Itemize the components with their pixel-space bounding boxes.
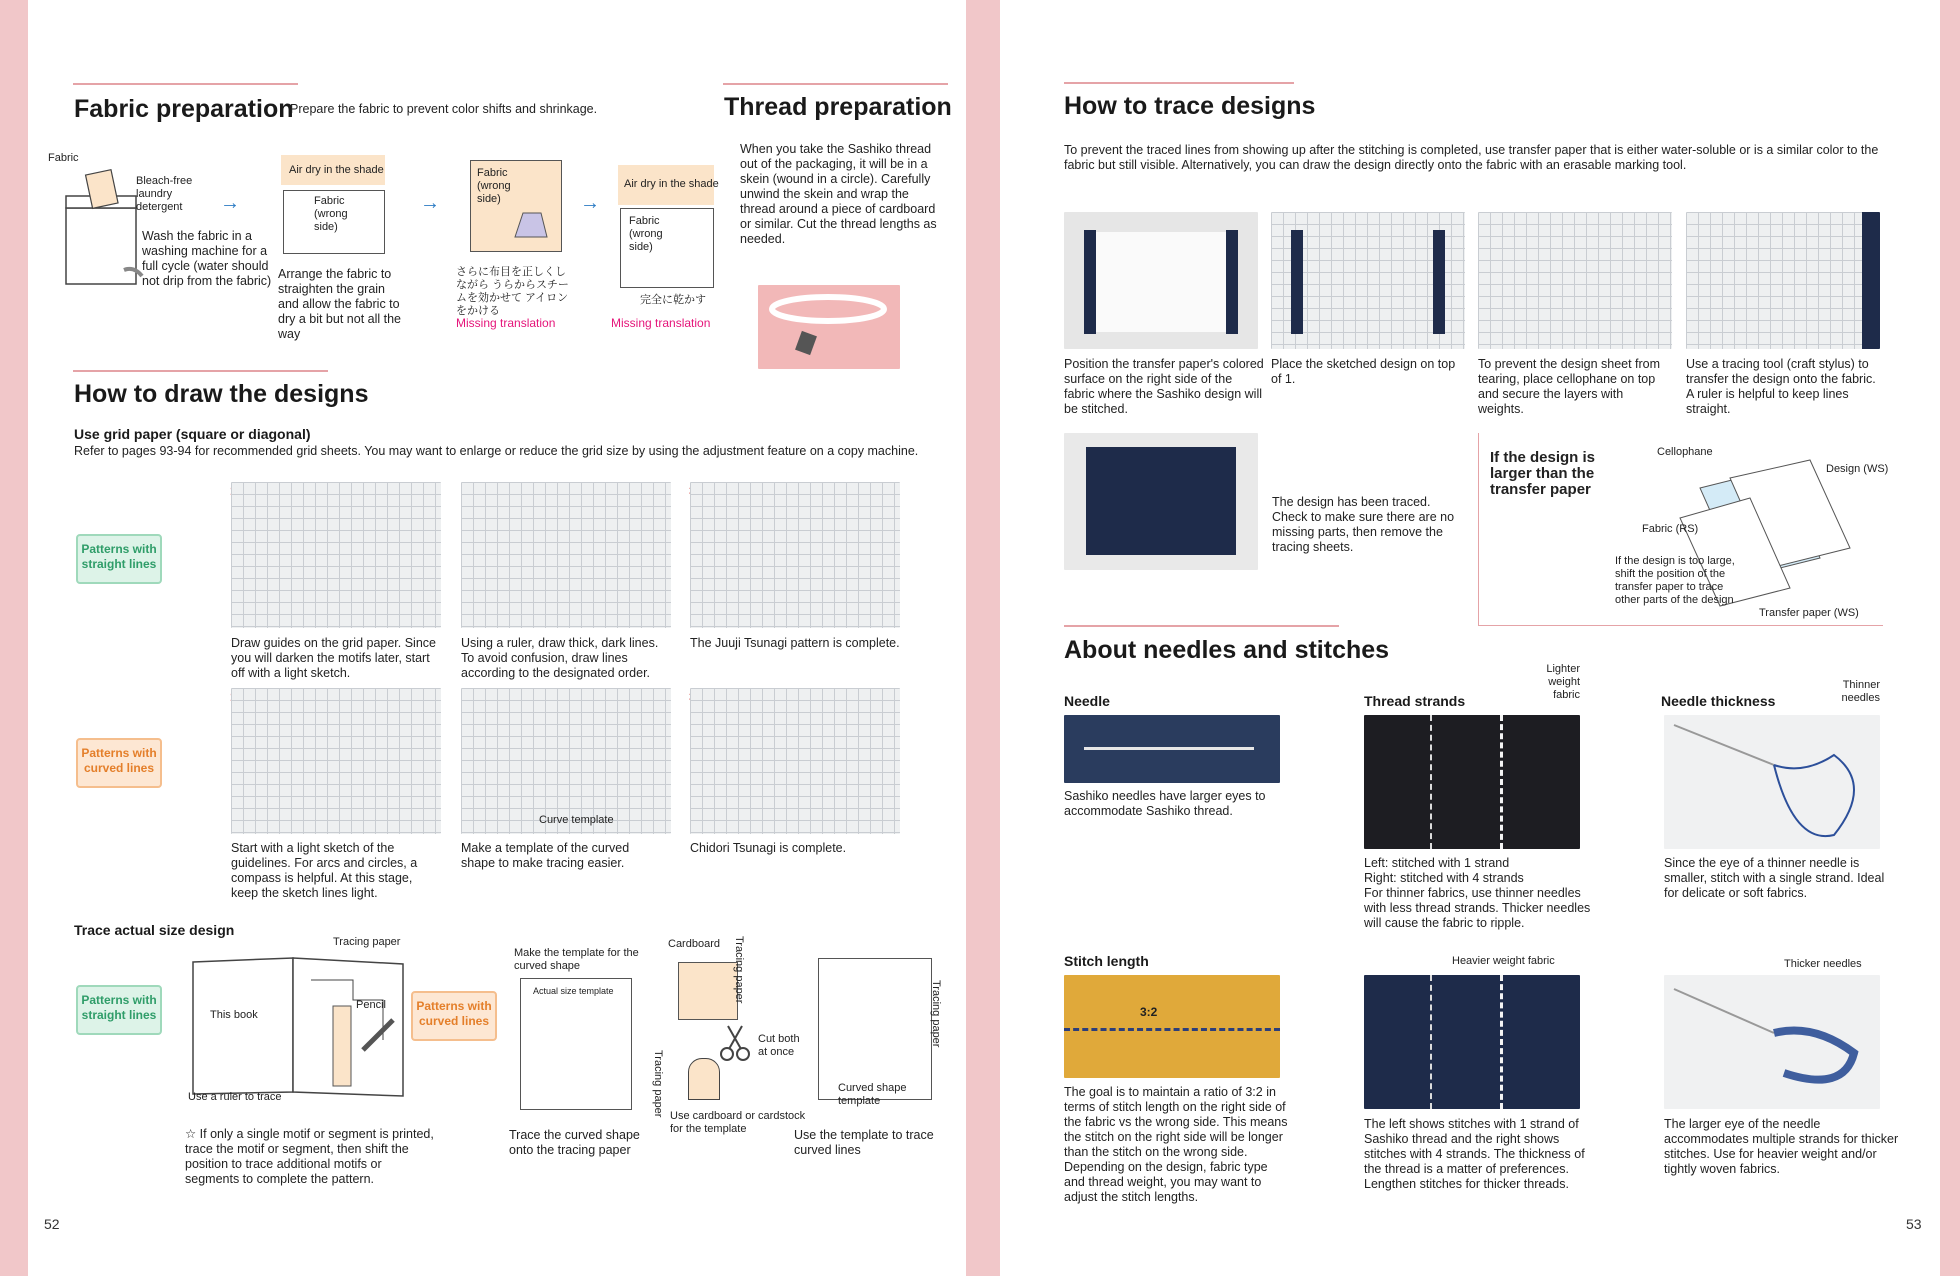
tracing-paper-label: Tracing paper bbox=[733, 936, 745, 1004]
right-page bbox=[1000, 0, 1940, 1276]
straight-step-3-caption: The Juuji Tsunagi pattern is complete. bbox=[690, 636, 900, 650]
scissors-icon bbox=[718, 1022, 752, 1067]
heavier-weight-label: Heavier weight fabric bbox=[1452, 955, 1555, 967]
trace-step-5-caption: The design has been traced. Check to make sure there are no missing parts, then remove the tracing sheets. bbox=[1272, 495, 1455, 554]
fabric-drying-diagram bbox=[283, 190, 385, 254]
thickness-caption: Since the eye of a thinner needle is smaller, stitch with a single strand. Ideal for delicate or soft fabrics. bbox=[1664, 856, 1885, 900]
jp-text-1: さらに布目を正しくしながら うらからスチームを効かせて アイロンをかける bbox=[456, 266, 569, 317]
curved-step-3-caption: Chidori Tsunagi is complete. bbox=[690, 841, 847, 855]
design-ws-label: Design (WS) bbox=[1826, 463, 1889, 475]
badge-straight-lines: Patterns with straight lines bbox=[76, 534, 162, 584]
label-fabric: Fabric bbox=[48, 152, 79, 164]
trace-note: ☆ If only a single motif or segment is printed, trace the motif or segment, then shift the position to trace additional motifs or segments to complete the pattern. bbox=[185, 1127, 434, 1186]
thickness-title: Needle thickness bbox=[1661, 693, 1776, 709]
fabric-step-1: Wash the fabric in a washing machine for a full cycle (water should not drip from the fabric) bbox=[142, 229, 272, 288]
trace-step-4-caption: Use a tracing tool (craft stylus) to transfer the design onto the fabric. A ruler is helpful to keep lines straight. bbox=[1686, 357, 1876, 416]
needle-caption: Sashiko needles have larger eyes to accommodate Sashiko thread. bbox=[1064, 789, 1266, 818]
use-cardboard-label: Use cardboard or cardstock for the template bbox=[670, 1110, 806, 1135]
section-rule bbox=[73, 370, 328, 372]
section-rule bbox=[1064, 625, 1339, 627]
actual-size-template-label: Actual size template bbox=[533, 986, 614, 996]
use-ruler-label: Use a ruler to trace bbox=[188, 1091, 282, 1103]
arrow-right-icon: → bbox=[220, 192, 240, 214]
thread-prep-text: When you take the Sashiko thread out of the packaging, it will be in a skein (wound in a circle). Carefully unwind the skein and wrap the thread around a piece of cardboard or similar. Cut the thread lengths as needed. bbox=[740, 142, 937, 246]
tracing-paper-label: Tracing paper bbox=[652, 1050, 664, 1118]
arrow-right-icon: → bbox=[420, 192, 440, 214]
thicker-needles-label: Thicker needles bbox=[1784, 958, 1862, 970]
label-bleach: Bleach-free laundry detergent bbox=[136, 175, 193, 213]
strands-title: Thread strands bbox=[1364, 693, 1466, 709]
trace-actual-subtitle: Trace actual size design bbox=[74, 922, 235, 938]
air-dry-label: Air dry in the shade bbox=[289, 164, 384, 176]
draw-intro: Refer to pages 93-94 for recommended grid sheets. You may want to enlarge or reduce the grid size by using the adjustment feature on a copy machine. bbox=[74, 444, 919, 458]
template-tracing-diagram bbox=[520, 978, 632, 1110]
heavier-fabric-photo bbox=[1364, 975, 1580, 1109]
needles-title: About needles and stitches bbox=[1064, 636, 1390, 664]
section-rule bbox=[73, 83, 298, 85]
fabric-step-2: Arrange the fabric to straighten the grain and allow the fabric to dry a bit but not all the way bbox=[278, 267, 401, 341]
this-book-label: This book bbox=[210, 1009, 258, 1021]
section-rule bbox=[723, 83, 948, 85]
badge-curved-lines: Patterns with curved lines bbox=[411, 991, 497, 1041]
heavier-caption: The left shows stitches with 1 strand of Sashiko thread and the right shows stitches with 4 strands. The thickness of the thread is a matter of preferences. Lengthen stitches for thicker threads. bbox=[1364, 1117, 1585, 1191]
strands-caption: Left: stitched with 1 strand Right: stitched with 4 strands For thinner fabrics, use thinner needles with less thread strands. Thicker needles will cause the fabric to ripple. bbox=[1364, 856, 1591, 930]
page-number-right: 53 bbox=[1906, 1216, 1922, 1232]
ironing-diagram bbox=[470, 160, 562, 252]
fabric-wrong-side-label: Fabric (wrong side) bbox=[314, 195, 348, 233]
cellophane-photo bbox=[1478, 212, 1672, 349]
badge-curved-lines: Patterns with curved lines bbox=[76, 738, 162, 788]
stitch-caption: The goal is to maintain a ratio of 3:2 in terms of stitch length on the right side of the fabric vs the wrong side. This means the stitch on the right side will be longer than the stitch on the wrong side. Depending on the design, fabric type and thread weight, you may want to adjust the stitch lengths. bbox=[1064, 1085, 1288, 1204]
curved-shape-template-label: Curved shape template bbox=[838, 1082, 907, 1107]
fabric-prep-title: Fabric preparation bbox=[74, 95, 294, 123]
thread-prep-title: Thread preparation bbox=[724, 93, 952, 121]
curved-step-2-caption: Make a template of the curved shape to make tracing easier. bbox=[461, 841, 630, 870]
trace-step-1-caption: Position the transfer paper's colored surface on the right side of the fabric where the Sashiko design will be stitched. bbox=[1064, 357, 1264, 416]
curve-template-photo bbox=[461, 688, 671, 834]
missing-translation-1: Missing translation bbox=[456, 316, 556, 330]
sketch-guidelines-photo bbox=[231, 688, 441, 834]
pencil-label: Pencil bbox=[356, 999, 386, 1011]
straight-step-1-caption: Draw guides on the grid paper. Since you will darken the motifs later, start off with a light sketch. bbox=[231, 636, 436, 680]
page-number-left: 52 bbox=[44, 1216, 60, 1232]
fabric-rs-label: Fabric (RS) bbox=[1642, 523, 1699, 535]
arrow-right-icon: → bbox=[580, 192, 600, 214]
lighter-weight-label: Lighter weight fabric bbox=[1546, 663, 1580, 701]
curved-step-1-caption: Start with a light sketch of the guidelines. For arcs and circles, a compass is helpful. At this stage, keep the sketch lines light. bbox=[231, 841, 418, 900]
missing-translation-2: Missing translation bbox=[611, 316, 711, 330]
tracing-tool-photo bbox=[1686, 212, 1880, 349]
shift-note: If the design is too large, shift the position of the transfer paper to trace other parts of the design bbox=[1615, 555, 1735, 606]
draw-title: How to draw the designs bbox=[74, 380, 369, 408]
draw-lines-photo bbox=[461, 482, 671, 628]
trace-step-2-caption: Place the sketched design on top of 1. bbox=[1271, 357, 1456, 386]
fabric-wrong-side-label: Fabric (wrong side) bbox=[477, 167, 511, 205]
curve-tracing-diagram bbox=[818, 958, 932, 1100]
transfer-ws-label: Transfer paper (WS) bbox=[1759, 607, 1859, 619]
air-dry-label: Air dry in the shade bbox=[624, 178, 719, 190]
stitch-length-title: Stitch length bbox=[1064, 953, 1149, 969]
trace-step-3-caption: To prevent the design sheet from tearing, place cellophane on top and secure the layers with weights. bbox=[1478, 357, 1661, 416]
straight-step-2-caption: Using a ruler, draw thick, dark lines. To avoid confusion, draw lines according to the designated order. bbox=[461, 636, 659, 680]
thick-needle-photo bbox=[1664, 975, 1880, 1109]
needle-title: Needle bbox=[1064, 693, 1110, 709]
transfer-paper-photo bbox=[1064, 212, 1258, 349]
left-page bbox=[28, 0, 966, 1276]
draw-guides-photo bbox=[231, 482, 441, 628]
draw-subtitle: Use grid paper (square or diagonal) bbox=[74, 426, 311, 442]
tracing-paper-label: Tracing paper bbox=[930, 980, 942, 1048]
thinner-needles-label: Thinner needles bbox=[1841, 679, 1880, 704]
curve-template-label: Curve template bbox=[539, 814, 614, 826]
trace-intro: To prevent the traced lines from showing up after the stitching is completed, use transfer paper that is either water-soluble or is a similar color to the fabric but still visible. Alternatively, you can draw the design directly onto the fabric with an erasable marking tool. bbox=[1064, 143, 1879, 172]
thicker-caption: The larger eye of the needle accommodates multiple strands for thicker stitches. Use for heavier weight and/or tightly woven fabrics. bbox=[1664, 1117, 1899, 1176]
sketched-design-photo bbox=[1271, 212, 1465, 349]
iron-icon bbox=[511, 203, 551, 243]
larger-design-title: If the design is larger than the transfer paper bbox=[1490, 449, 1596, 498]
template-shape bbox=[688, 1058, 720, 1100]
thread-strands-photo bbox=[1364, 715, 1580, 849]
ratio-label: 3:2 bbox=[1140, 1005, 1158, 1019]
badge-straight-lines: Patterns with straight lines bbox=[76, 985, 162, 1035]
traced-design-photo bbox=[1064, 433, 1258, 570]
cut-both-label: Cut both at once bbox=[758, 1033, 800, 1058]
cardboard-label: Cardboard bbox=[668, 938, 720, 950]
fabric-prep-intro: Prepare the fabric to prevent color shifts and shrinkage. bbox=[290, 102, 598, 116]
use-template-caption: Use the template to trace curved lines bbox=[794, 1128, 934, 1157]
book-tracing-diagram bbox=[183, 950, 443, 1100]
needle-photo bbox=[1064, 715, 1280, 783]
thin-needle-photo bbox=[1664, 715, 1880, 849]
make-template-label: Make the template for the curved shape bbox=[514, 947, 639, 972]
chidori-tsunagi-photo bbox=[690, 688, 900, 834]
washing-machine-illustration bbox=[64, 150, 144, 290]
jp-text-2: 完全に乾かす bbox=[640, 294, 706, 306]
stitch-length-photo bbox=[1064, 975, 1280, 1078]
trace-curved-caption: Trace the curved shape onto the tracing paper bbox=[509, 1128, 640, 1157]
thread-skein-photo bbox=[758, 285, 900, 369]
cardboard-diagram bbox=[678, 962, 738, 1020]
fabric-drying-diagram bbox=[620, 208, 714, 288]
section-rule bbox=[1064, 82, 1294, 84]
fabric-wrong-side-label: Fabric (wrong side) bbox=[629, 215, 663, 253]
juuji-tsunagi-photo bbox=[690, 482, 900, 628]
tracing-paper-label: Tracing paper bbox=[333, 936, 401, 948]
trace-title: How to trace designs bbox=[1064, 92, 1316, 120]
cellophane-label: Cellophane bbox=[1657, 446, 1713, 458]
